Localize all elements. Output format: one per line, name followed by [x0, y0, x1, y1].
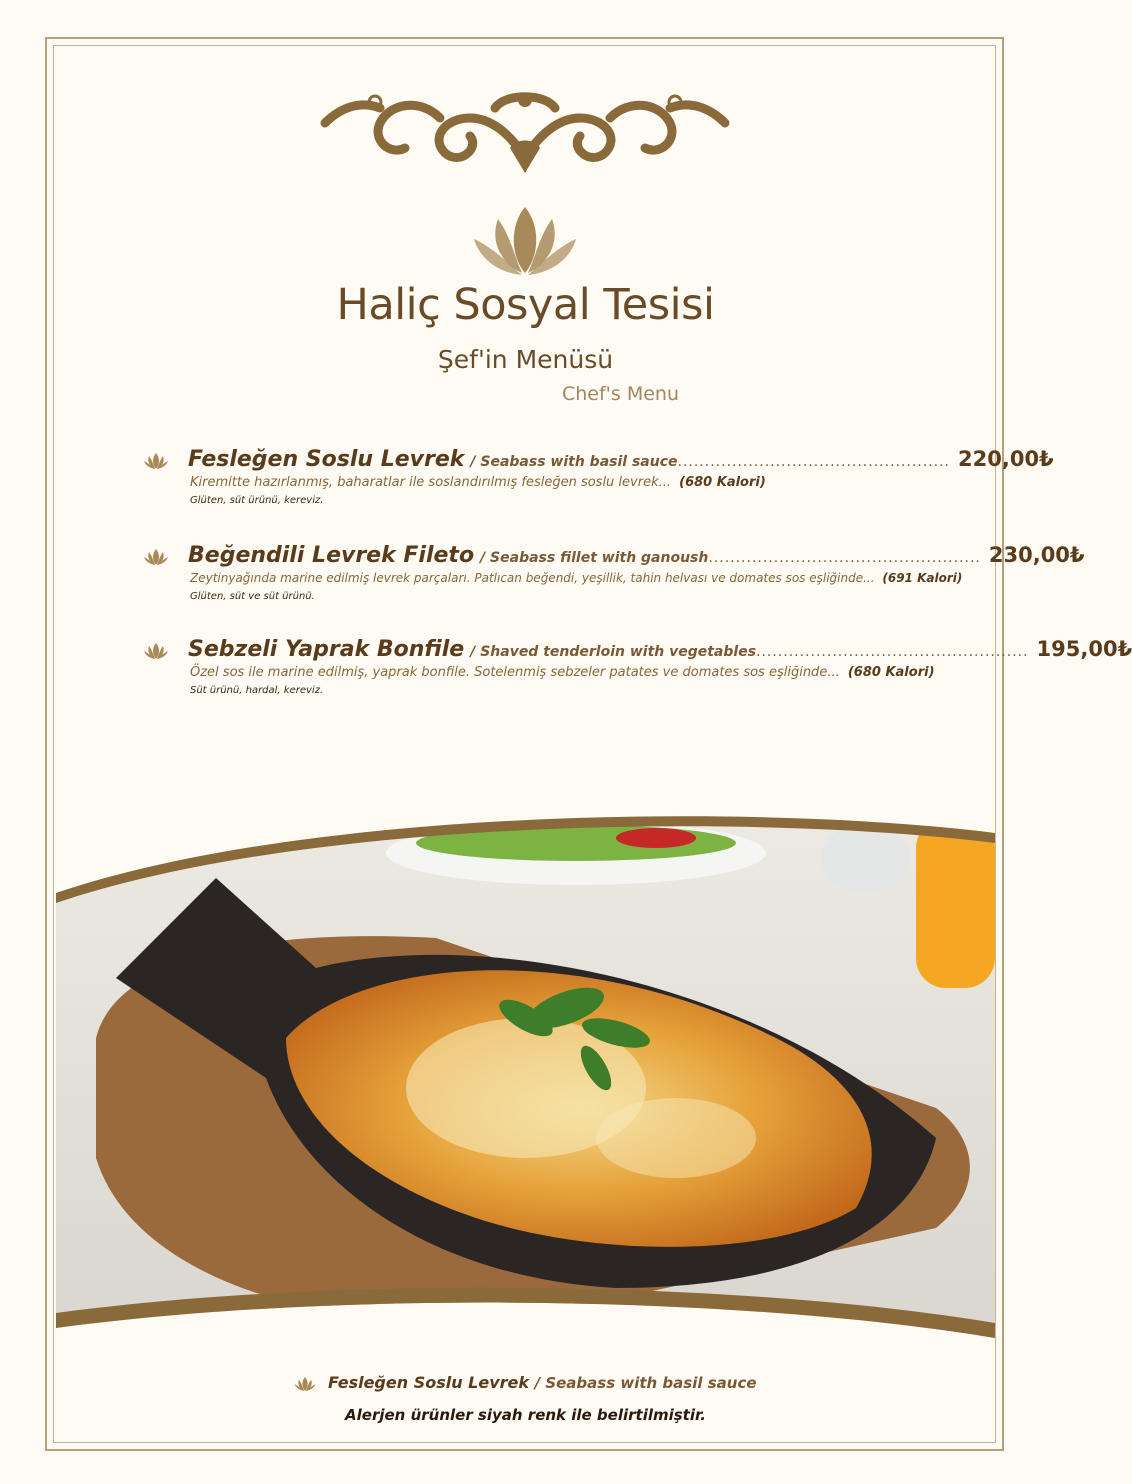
item-description-text: Özel sos ile marine edilmiş, yaprak bonfile. Sotelenmiş sebzeler patates ve domates sos eşliğinde... [190, 665, 840, 680]
item-calories: (680 Kalori) [847, 665, 935, 680]
lotus-icon [144, 549, 168, 565]
item-allergens: Süt ürünü, hardal, kereviz. [190, 685, 324, 696]
item-price: 220,00₺ [958, 447, 1054, 471]
item-calories: (680 Kalori) [679, 475, 766, 490]
item-dots: .................................................. [708, 550, 981, 566]
menu-subtitle: Şef'in Menüsü [437, 345, 614, 374]
item-english: / Seabass with basil sauce [470, 454, 678, 470]
item-allergens: Glüten, süt ürünü, kereviz. [190, 495, 324, 506]
lotus-icon [144, 643, 168, 659]
item-description [190, 571, 962, 585]
food-photo [56, 808, 995, 1348]
page-title: Haliç Sosyal Tesisi [336, 280, 715, 330]
ornament-icon [320, 78, 730, 178]
item-dots: .................................................. [677, 454, 951, 470]
item-name: Fesleğen Soslu Levrek [188, 447, 465, 472]
photo-caption [0, 1373, 1051, 1392]
lotus-icon [144, 453, 168, 469]
item-allergens: Glüten, süt ve süt ürünü. [190, 591, 315, 602]
item-price: 195,00₺ [1036, 637, 1132, 661]
item-english: / Seabass fillet with ganoush [480, 550, 709, 566]
item-english: / Shaved tenderloin with vegetables [470, 644, 757, 660]
allergen-note: Alerjen ürünler siyah renk ile belirtilmiştir. [345, 1406, 706, 1424]
item-description-text: Kiremitte hazırlanmış, baharatlar ile soslandırılmış fesleğen soslu levrek... [190, 475, 671, 490]
caption-name: Fesleğen Soslu Levrek [328, 1373, 530, 1392]
item-description-text: Zeytinyağında marine edilmiş levrek parçaları. Patlıcan beğendi, yeşillik, tahin helvası ve domates sos eşliğinde... [190, 571, 875, 585]
item-description [190, 665, 935, 680]
lotus-icon [470, 205, 580, 277]
item-name: Sebzeli Yaprak Bonfile [188, 637, 465, 662]
caption-english: / Seabass with basil sauce [534, 1374, 757, 1392]
item-dots: .................................................. [756, 644, 1029, 660]
lotus-icon [294, 1377, 316, 1391]
menu-subtitle-english: Chef's Menu [562, 383, 680, 405]
item-description [190, 475, 766, 490]
item-name: Beğendili Levrek Fileto [188, 543, 475, 568]
item-price: 230,00₺ [988, 543, 1085, 567]
item-calories: (691 Kalori) [882, 571, 963, 585]
